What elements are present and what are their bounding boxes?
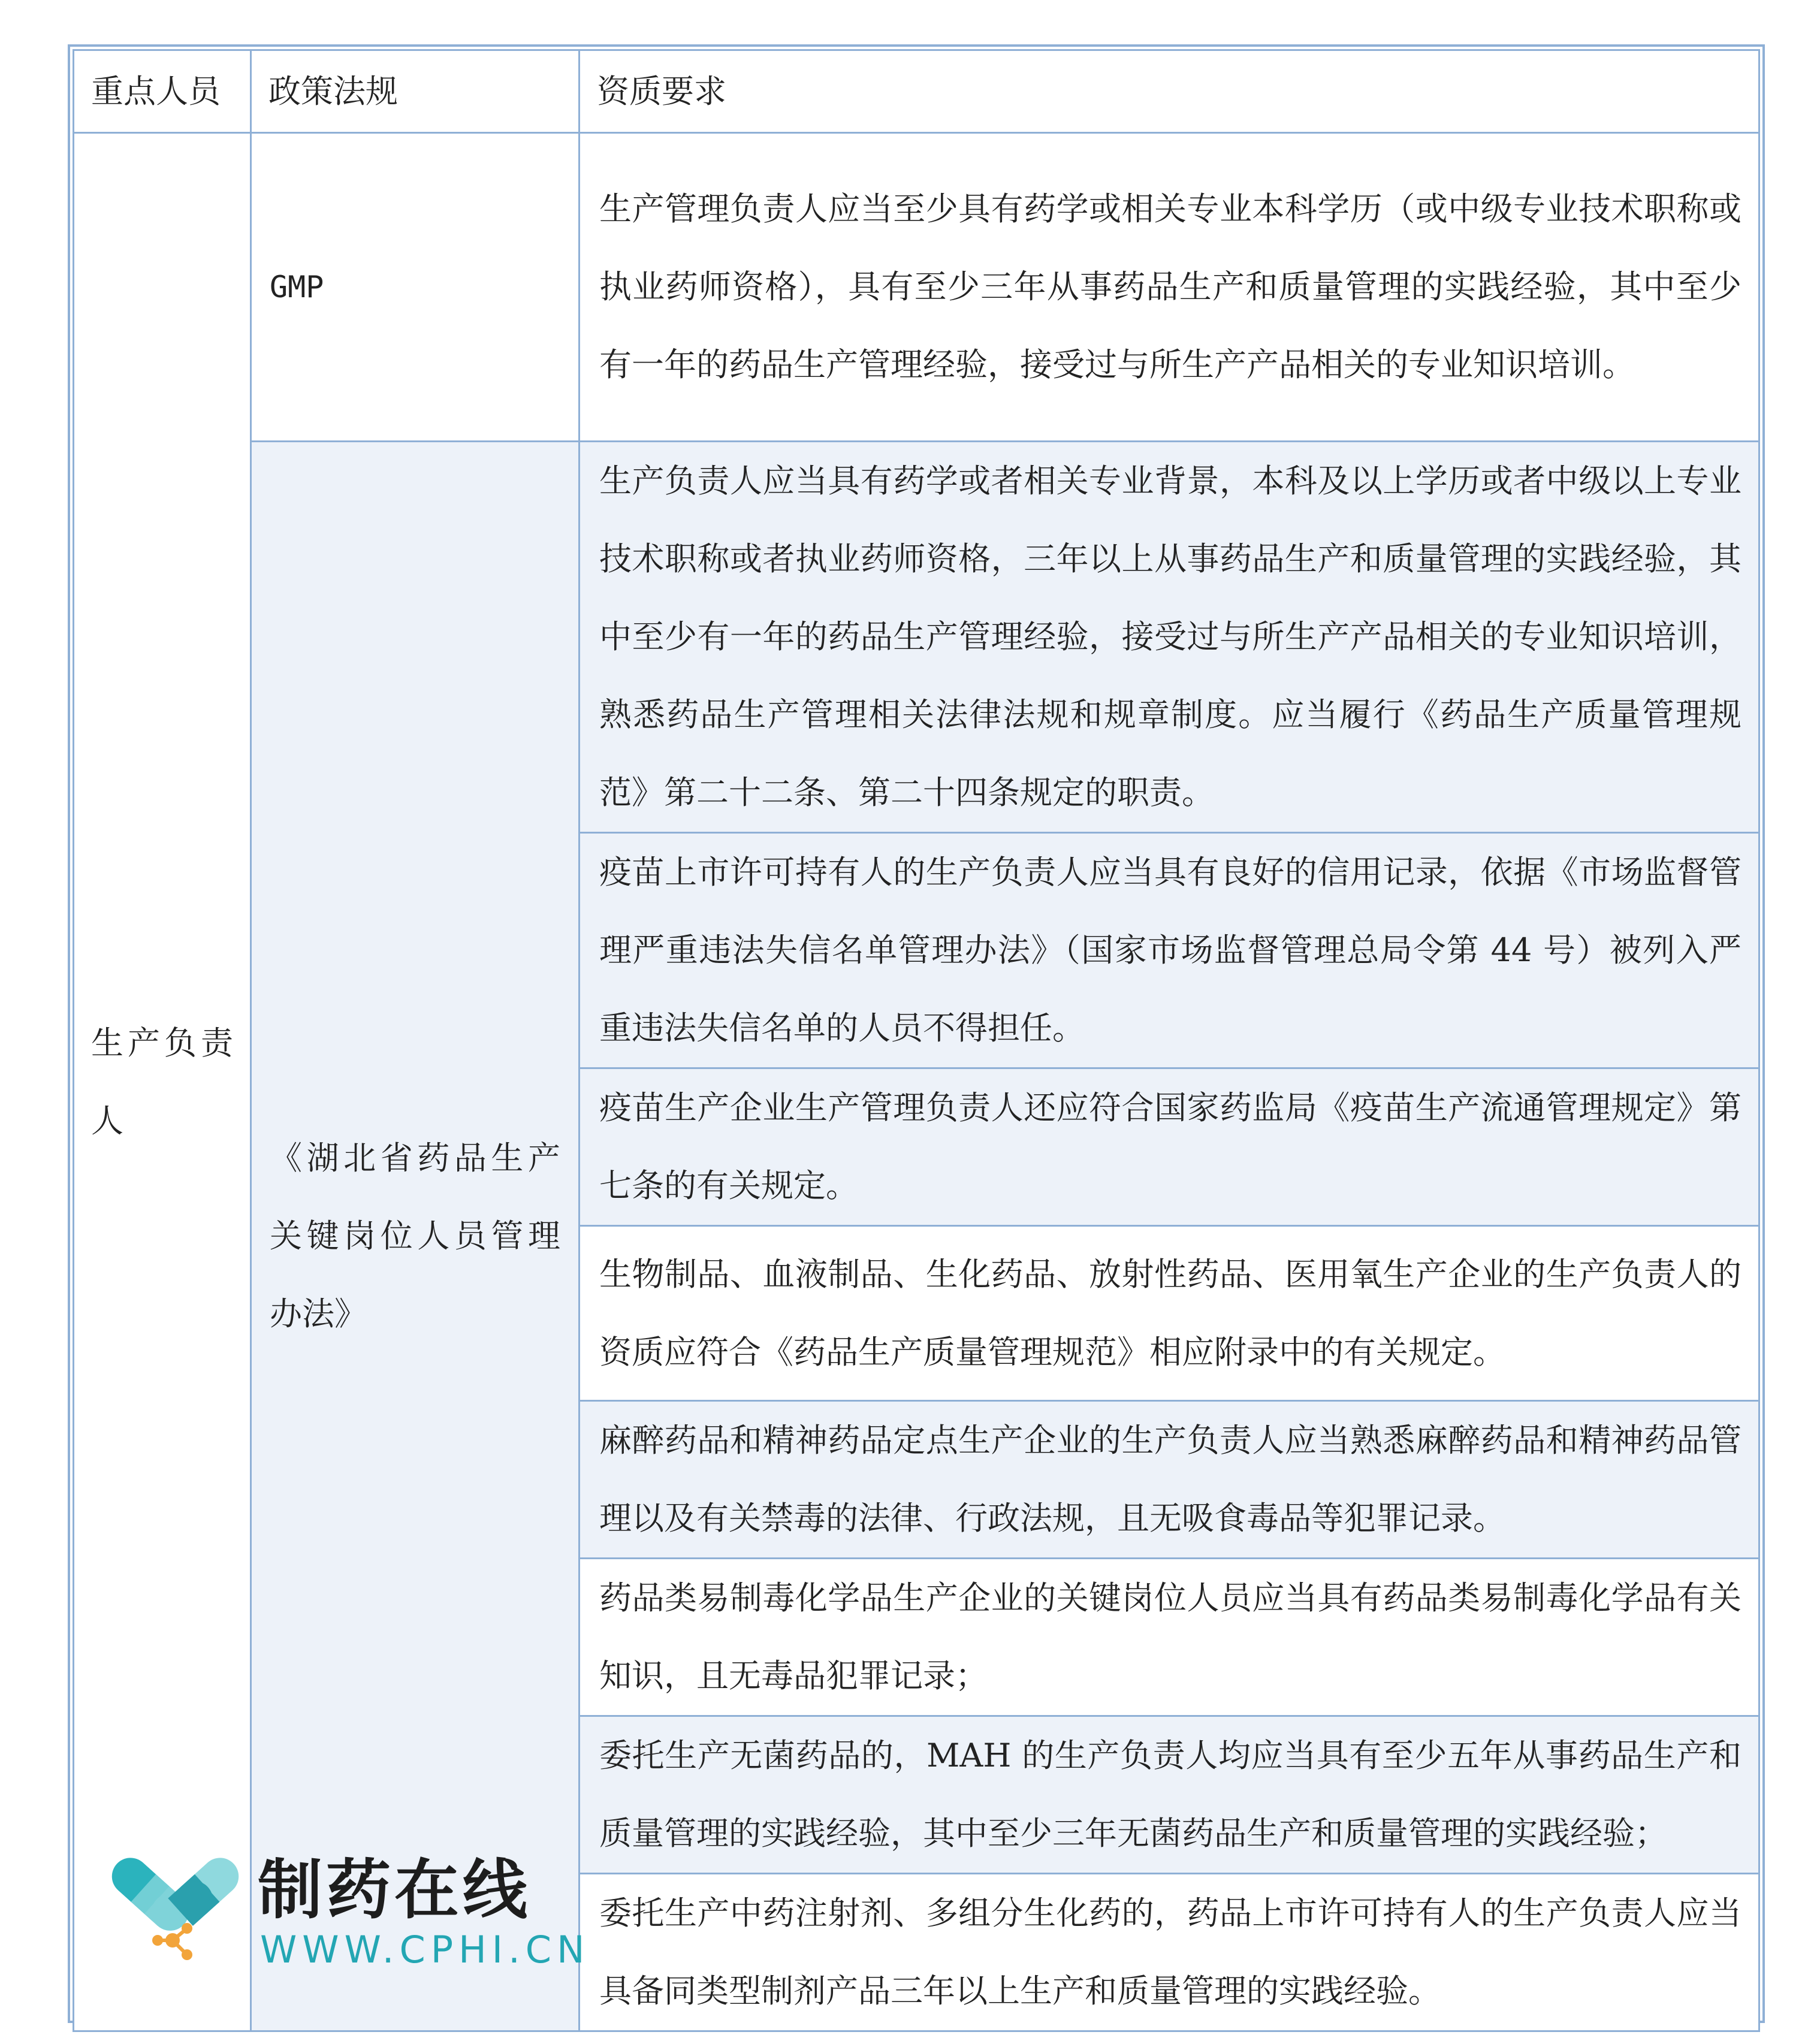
regulation-hubei: 《湖北省药品生产关键岗位人员管理办法》 xyxy=(251,442,579,2031)
table-row xyxy=(74,133,1759,442)
header-qualification: 资质要求 xyxy=(579,50,1759,133)
requirement-cell: 生产负责人应当具有药学或者相关专业背景，本科及以上学历或者中级以上专业技术职称或者执业药师资格，三年以上从事药品生产和质量管理的实践经验，其中至少有一年的药品生产管理经验，接受过与所生产产品相关的专业知识培训，熟悉药品生产管理相关法律法规和规章制度。应当履行《药品生产质量管理规范》第二十二条、第二十四条规定的职责。 xyxy=(579,442,1759,833)
cphi-watermark-logo xyxy=(102,1852,590,1971)
table-row xyxy=(74,442,1759,833)
regulation-gmp: GMP xyxy=(251,133,579,442)
person-cell: 生产负责人 xyxy=(74,133,251,2031)
policy-table-frame xyxy=(68,44,1765,2023)
requirement-cell: 生物制品、血液制品、生化药品、放射性药品、医用氧生产企业的生产负责人的资质应符合《药品生产质量管理规范》相应附录中的有关规定。 xyxy=(579,1226,1759,1401)
table-header-row xyxy=(74,50,1759,133)
header-key-personnel: 重点人员 xyxy=(74,50,251,133)
logo-url: WWW.CPHI.CN xyxy=(260,1928,590,1971)
requirement-cell: 疫苗上市许可持有人的生产负责人应当具有良好的信用记录，依据《市场监督管理严重违法失信名单管理办法》（国家市场监督管理总局令第 44 号）被列入严重违法失信名单的人员不得担任。 xyxy=(579,833,1759,1068)
qualification-table xyxy=(73,49,1760,2032)
requirement-cell: 麻醉药品和精神药品定点生产企业的生产负责人应当熟悉麻醉药品和精神药品管理以及有关禁毒的法律、行政法规，且无吸食毒品等犯罪记录。 xyxy=(579,1401,1759,1559)
capsule-logo-icon xyxy=(102,1852,252,1971)
header-policy: 政策法规 xyxy=(251,50,579,133)
requirement-cell: 委托生产无菌药品的，MAH 的生产负责人均应当具有至少五年从事药品生产和质量管理的实践经验，其中至少三年无菌药品生产和质量管理的实践经验； xyxy=(579,1716,1759,1874)
requirement-cell: 生产管理负责人应当至少具有药学或相关专业本科学历（或中级专业技术职称或执业药师资格），具有至少三年从事药品生产和质量管理的实践经验，其中至少有一年的药品生产管理经验，接受过与所生产产品相关的专业知识培训。 xyxy=(579,133,1759,442)
requirement-cell: 药品类易制毒化学品生产企业的关键岗位人员应当具有药品类易制毒化学品有关知识，且无毒品犯罪记录； xyxy=(579,1559,1759,1716)
requirement-cell: 疫苗生产企业生产管理负责人还应符合国家药监局《疫苗生产流通管理规定》第七条的有关规定。 xyxy=(579,1068,1759,1226)
requirement-cell: 委托生产中药注射剂、多组分生化药的，药品上市许可持有人的生产负责人应当具备同类型制剂产品三年以上生产和质量管理的实践经验。 xyxy=(579,1874,1759,2031)
logo-title: 制药在线 xyxy=(258,1853,532,1928)
